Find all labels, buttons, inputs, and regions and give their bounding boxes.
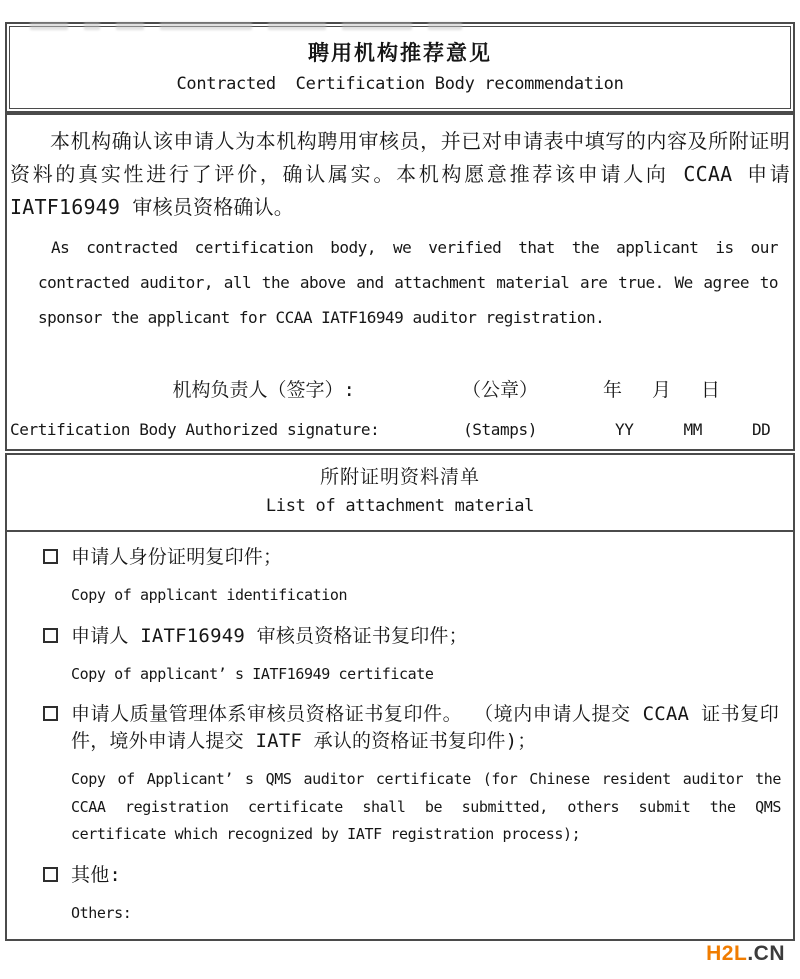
checklist-item-zh: 申请人 IATF16949 审核员资格证书复印件；	[71, 624, 468, 647]
section2-title-zh: 所附证明资料清单	[319, 466, 480, 488]
checklist-item-zh: 申请人质量管理体系审核员资格证书复印件。 （境内申请人提交 CCAA 证书复印件，境外申请人提交 IATF 承认的资格证书复印件)；	[71, 703, 779, 752]
date-labels-zh	[585, 375, 790, 402]
section2-title-en: List of attachment material	[265, 496, 535, 516]
section1-header	[5, 22, 795, 113]
checklist-item-others	[43, 862, 785, 928]
document-page	[0, 22, 800, 979]
section2	[5, 453, 795, 941]
checklist-item-identification	[43, 544, 785, 610]
section1-title-en: Contracted Certification Body recommendation	[176, 74, 624, 94]
day-label-en: DD	[751, 420, 771, 439]
checklist-item-en: Copy of Applicant’ s QMS auditor certificate (for Chinese resident auditor the CCAA registration certificate shall be submitted, others submit the QMS certificate which recognized by IATF registration process);	[71, 770, 781, 843]
section1-title-zh: 聘用机构推荐意见	[308, 41, 492, 65]
checkbox-identification	[43, 549, 58, 564]
signature-label-en: Certification Body Authorized signature:	[10, 420, 380, 439]
watermark-tld: .CN	[747, 942, 785, 965]
checkbox-qms-certificate	[43, 706, 58, 721]
signature-row-zh	[10, 375, 790, 402]
watermark-brand: H2L	[706, 942, 748, 965]
year-label-en: YY	[615, 420, 634, 439]
recommendation-paragraph-en: As contracted certification body, we verified that the applicant is our contracted auditor, all the above and attachment material are true. We agree to sponsor the applicant for CCAA IATF16949 auditor registration.	[38, 238, 778, 327]
section1-header-inner	[9, 26, 791, 109]
checklist-item-en: Others:	[71, 903, 132, 922]
recommendation-paragraph-zh: 本机构确认该申请人为本机构聘用审核员，并已对申请表中填写的内容及所附证明资料的真实性进行了评价，确认属实。本机构愿意推荐该申请人向 CCAA 申请 IATF16949 审核员资格确认。	[10, 129, 790, 219]
section2-header	[7, 455, 793, 532]
cropped-text-remnant	[30, 22, 462, 31]
year-label-zh: 年	[603, 379, 623, 401]
checklist-item-en: Copy of applicant’ s IATF16949 certificate	[71, 664, 434, 683]
stamp-label-en: (Stamps)	[463, 420, 537, 439]
month-label-zh: 月	[652, 379, 672, 401]
attachment-checklist	[7, 532, 793, 927]
checklist-item-zh: 申请人身份证明复印件；	[71, 546, 283, 568]
checkbox-others	[43, 867, 58, 882]
date-labels-en	[585, 420, 790, 439]
signature-row-en	[10, 420, 790, 439]
checklist-item-qms-certificate	[43, 701, 785, 849]
checklist-item-zh: 其他:	[71, 863, 122, 886]
section1-body	[5, 113, 795, 451]
checklist-item-en: Copy of applicant identification	[71, 586, 348, 604]
h2l-cn-watermark	[702, 941, 788, 967]
checklist-item-iatf-certificate	[43, 623, 785, 689]
month-label-en: MM	[683, 420, 702, 439]
day-label-zh: 日	[701, 379, 721, 401]
checkbox-iatf-certificate	[43, 628, 58, 643]
signature-label-zh: 机构负责人（签字）:	[172, 379, 355, 401]
signature-block	[10, 375, 790, 439]
stamp-label-zh: （公章）	[461, 379, 538, 401]
